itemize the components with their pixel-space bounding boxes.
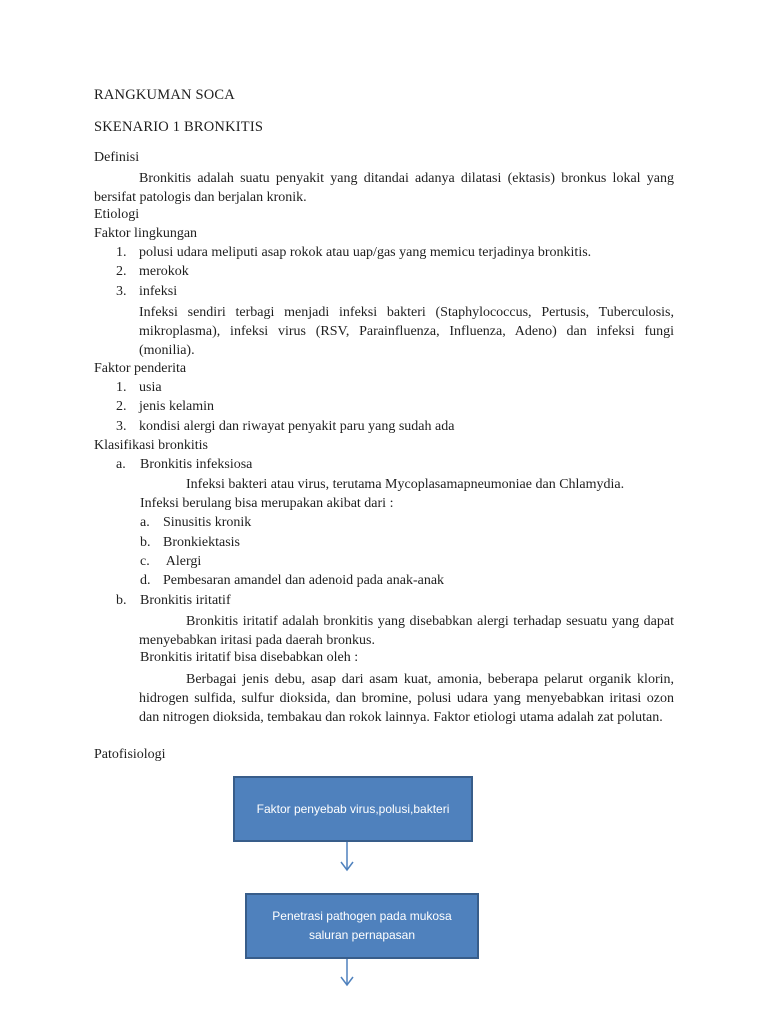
section-heading-definisi: Definisi bbox=[94, 150, 140, 165]
subheading-faktor-penderita: Faktor penderita bbox=[94, 361, 187, 376]
list-marker: b. bbox=[140, 535, 151, 550]
flowchart-box-text: Faktor penyebab virus,polusi,bakteri bbox=[256, 801, 450, 816]
list-item: polusi udara meliputi asap rokok atau uap/gas yang memicu terjadinya bronkitis. bbox=[139, 245, 592, 260]
list-marker: c. bbox=[140, 554, 150, 569]
klasifikasi-a-label: Bronkitis infeksiosa bbox=[140, 457, 253, 472]
section-heading-etiologi: Etiologi bbox=[94, 207, 140, 222]
flowchart-box bbox=[233, 776, 473, 842]
klasifikasi-a-detail: Infeksi bakteri atau virus, terutama Mycoplasamapneumoniae dan Chlamydia. bbox=[186, 477, 625, 492]
list-marker: d. bbox=[140, 573, 151, 588]
list-item: infeksi bbox=[139, 284, 178, 299]
list-item: Bronkiektasis bbox=[163, 535, 240, 550]
flow-arrow-down-icon bbox=[337, 959, 357, 987]
list-item: Alergi bbox=[163, 554, 202, 569]
list-number: 3. bbox=[116, 284, 127, 299]
list-marker: a. bbox=[116, 457, 126, 472]
section-heading-klasifikasi: Klasifikasi bronkitis bbox=[94, 438, 208, 453]
klasifikasi-b-causes: Berbagai jenis debu, asap dari asam kuat, amonia, beberapa pelarut organik klorin, hidrogen sulfida, sulfur dioksida, dan bromine, polusi udara yang menyebabkan iritasi ozon dan nitrogen dioksida, tembakau dan rokok lainnya. Faktor etiologi utama adalah zat polutan. bbox=[139, 672, 674, 725]
klasifikasi-b-label: Bronkitis iritatif bbox=[140, 593, 231, 608]
list-marker: a. bbox=[140, 515, 150, 530]
list-item: usia bbox=[139, 380, 162, 395]
klasifikasi-b-detail: Bronkitis iritatif adalah bronkitis yang disebabkan alergi terhadap sesuatu yang dapat menyebabkan iritasi pada daerah bronkus. bbox=[139, 614, 674, 648]
list-number: 2. bbox=[116, 264, 127, 279]
section-heading-patofisiologi: Patofisiologi bbox=[94, 747, 166, 762]
flowchart-box-text: Penetrasi pathogen pada mukosa saluran pernapasan bbox=[272, 909, 452, 942]
list-item: jenis kelamin bbox=[139, 399, 215, 414]
list-number: 1. bbox=[116, 245, 127, 260]
list-number: 2. bbox=[116, 399, 127, 414]
klasifikasi-a-intro: Infeksi berulang bisa merupakan akibat dari : bbox=[140, 496, 394, 511]
list-item: Pembesaran amandel dan adenoid pada anak-anak bbox=[163, 573, 445, 588]
list-item: merokok bbox=[139, 264, 189, 279]
klasifikasi-b-intro: Bronkitis iritatif bisa disebabkan oleh : bbox=[140, 650, 359, 665]
document-title: RANGKUMAN SOCA bbox=[94, 87, 235, 103]
document-subtitle: SKENARIO 1 BRONKITIS bbox=[94, 119, 264, 135]
list-marker: b. bbox=[116, 593, 127, 608]
definisi-paragraph: Bronkitis adalah suatu penyakit yang ditandai adanya dilatasi (ektasis) bronkus lokal yang bersifat patologis dan berjalan kronik. bbox=[94, 171, 674, 205]
flow-arrow-down-icon bbox=[337, 842, 357, 872]
infeksi-detail-paragraph: Infeksi sendiri terbagi menjadi infeksi bakteri (Staphylococcus, Pertusis, Tuberculosis, mikroplasma), infeksi virus (RSV, Parainfluenza, Influenza, Adeno) dan infeksi fungi (monilia). bbox=[139, 305, 674, 358]
subheading-faktor-lingkungan: Faktor lingkungan bbox=[94, 226, 198, 241]
list-number: 3. bbox=[116, 419, 127, 434]
list-item: Sinusitis kronik bbox=[163, 515, 252, 530]
flowchart-box bbox=[245, 893, 479, 959]
list-number: 1. bbox=[116, 380, 127, 395]
list-item: kondisi alergi dan riwayat penyakit paru yang sudah ada bbox=[139, 419, 455, 434]
